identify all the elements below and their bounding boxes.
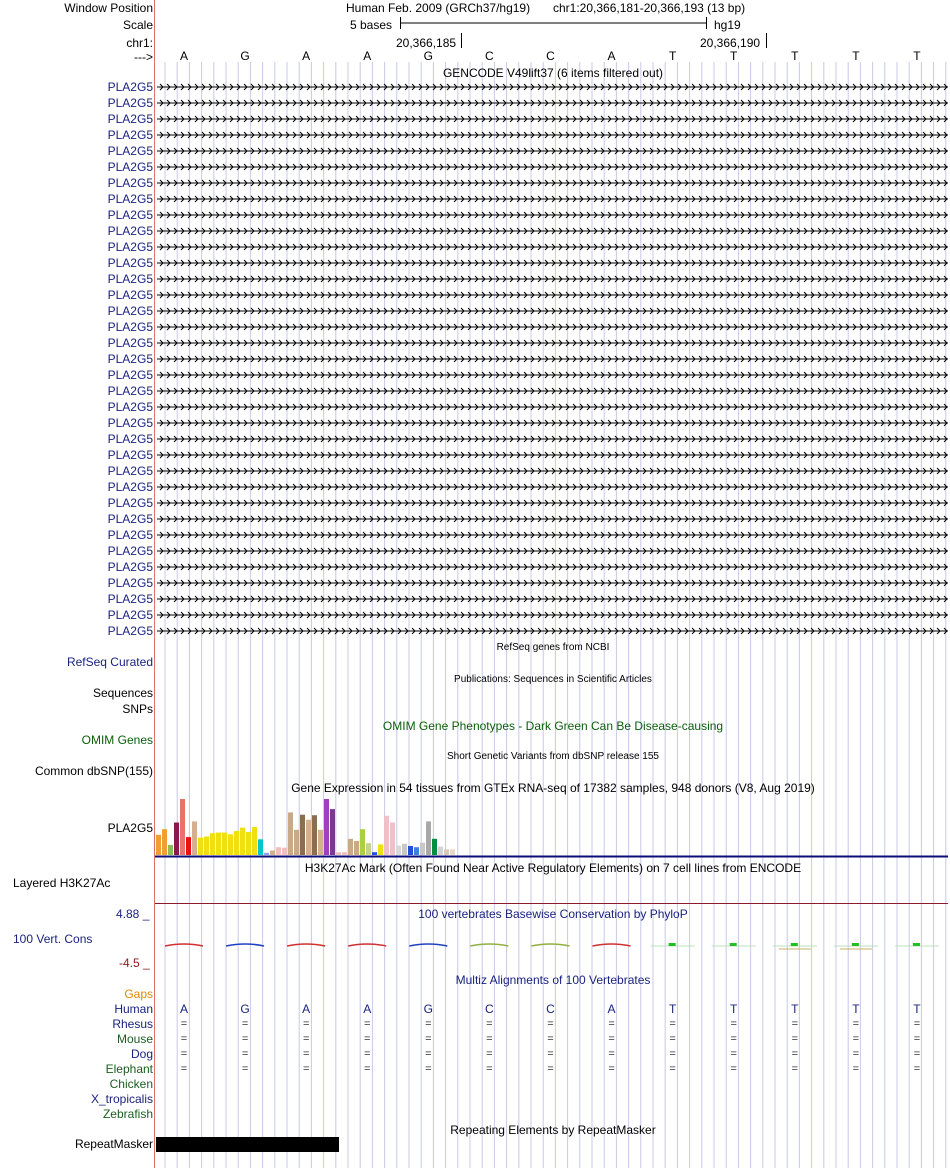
- aligned-base: =: [547, 1018, 554, 1030]
- aligned-base: =: [180, 1018, 188, 1030]
- gencode-gene-label[interactable]: PLA2G5: [107, 464, 153, 478]
- gencode-gene-label[interactable]: PLA2G5: [107, 304, 153, 318]
- gtex-tissue-bar: [372, 852, 377, 855]
- reference-base: C: [546, 49, 555, 63]
- gtex-tissue-bar: [162, 829, 167, 855]
- gencode-gene-label[interactable]: PLA2G5: [107, 176, 153, 190]
- position-text: chr1:20,366,181-20,366,193 (13 bp): [553, 1, 746, 15]
- aligned-base: =: [241, 1063, 249, 1075]
- conservation-score: [287, 944, 325, 946]
- gencode-gene-label[interactable]: PLA2G5: [107, 288, 153, 302]
- gtex-tissue-bar: [432, 839, 437, 855]
- reference-base: A: [302, 49, 311, 63]
- conservation-score: [470, 944, 508, 946]
- gtex-tissue-bar: [414, 847, 419, 855]
- gtex-tissue-bar: [180, 799, 185, 855]
- gtex-tissue-bar: [318, 830, 323, 855]
- publications-track-label-sequences[interactable]: Sequences: [92, 686, 153, 700]
- gencode-gene-label[interactable]: PLA2G5: [107, 480, 153, 494]
- aligned-base: =: [913, 1048, 921, 1060]
- gtex-tissue-bar: [300, 815, 305, 855]
- aligned-base: =: [302, 1063, 310, 1075]
- gtex-tissue-bar: [288, 812, 293, 855]
- human-base: G: [423, 1002, 433, 1016]
- gencode-gene-label[interactable]: PLA2G5: [107, 416, 153, 430]
- conservation-score: [593, 944, 631, 946]
- gtex-tissue-bar: [408, 846, 413, 855]
- conservation-track-label[interactable]: 100 Vert. Cons: [13, 932, 93, 946]
- gtex-tissue-bar: [198, 838, 203, 855]
- gencode-gene-label[interactable]: PLA2G5: [107, 320, 153, 334]
- aligned-base: =: [425, 1033, 432, 1045]
- gencode-gene-label[interactable]: PLA2G5: [107, 528, 153, 542]
- human-base: A: [302, 1002, 311, 1016]
- human-base: T: [791, 1002, 799, 1016]
- tick-label-left: 20,366,185: [396, 36, 457, 50]
- gtex-tissue-bar: [342, 852, 347, 855]
- gtex-tissue-bar: [396, 846, 401, 856]
- gencode-gene-label[interactable]: PLA2G5: [107, 144, 153, 158]
- aligned-base: =: [302, 1033, 310, 1045]
- publications-track-title: Publications: Sequences in Scientific Articles: [454, 674, 652, 685]
- aligned-base: =: [364, 1048, 371, 1060]
- gtex-tissue-bar: [366, 843, 371, 855]
- human-base: G: [240, 1002, 250, 1016]
- gencode-gene-label[interactable]: PLA2G5: [107, 624, 153, 638]
- human-base: T: [852, 1002, 860, 1016]
- aligned-base: =: [669, 1048, 676, 1060]
- human-base: C: [485, 1002, 494, 1016]
- aligned-base: =: [791, 1063, 799, 1075]
- gtex-tissue-bar: [270, 851, 275, 856]
- gtex-tissue-bar: [426, 821, 431, 855]
- gencode-gene-label[interactable]: PLA2G5: [107, 352, 153, 366]
- gencode-gene-label[interactable]: PLA2G5: [107, 192, 153, 206]
- gtex-tissue-bar: [294, 830, 299, 855]
- gencode-gene-label[interactable]: PLA2G5: [107, 432, 153, 446]
- gtex-tissue-bar: [360, 829, 365, 855]
- aligned-base: =: [730, 1063, 737, 1075]
- window-position-label: Window Position: [64, 1, 153, 15]
- aligned-base: =: [608, 1018, 615, 1030]
- aligned-base: =: [730, 1033, 737, 1045]
- assembly-title: Human Feb. 2009 (GRCh37/hg19): [346, 1, 531, 15]
- human-base: A: [179, 1002, 188, 1016]
- aligned-base: =: [547, 1033, 554, 1045]
- gtex-tissue-bar: [246, 832, 251, 855]
- conservation-min-label: -4.5 _: [119, 956, 150, 970]
- aligned-base: =: [180, 1048, 188, 1060]
- aligned-base: =: [180, 1033, 188, 1045]
- species-label-elephant[interactable]: Elephant: [105, 1062, 153, 1076]
- gencode-gene-label[interactable]: PLA2G5: [107, 80, 153, 94]
- gtex-tissue-bar: [234, 831, 239, 855]
- gencode-track-title: GENCODE V49lift37 (6 items filtered out): [442, 66, 664, 80]
- gencode-gene-label[interactable]: PLA2G5: [107, 256, 153, 270]
- gtex-tissue-bar: [390, 823, 395, 856]
- gtex-tissue-bar: [282, 848, 287, 855]
- gtex-track-title: Gene Expression in 54 tissues from GTEx RNA-seq of 17382 samples, 948 donors (V8, Aug 2019): [291, 781, 815, 795]
- gencode-gene-label[interactable]: PLA2G5: [107, 336, 153, 350]
- reference-base: A: [363, 49, 372, 63]
- chrom-label: chr1:: [126, 36, 153, 50]
- gtex-tissue-bar: [348, 839, 353, 855]
- gtex-tissue-bar: [330, 809, 335, 855]
- aligned-base: =: [486, 1033, 493, 1045]
- gencode-gene-label[interactable]: PLA2G5: [107, 592, 153, 606]
- gtex-tissue-bar: [156, 835, 161, 855]
- aligned-base: =: [486, 1063, 493, 1075]
- aligned-base: =: [730, 1048, 737, 1060]
- gaps-label: Gaps: [124, 987, 153, 1001]
- gtex-tissue-bar: [450, 849, 455, 855]
- gtex-tissue-bar: [354, 841, 359, 855]
- aligned-base: =: [486, 1048, 493, 1060]
- dbsnp-track-title: Short Genetic Variants from dbSNP release 155: [447, 751, 659, 762]
- gtex-tissue-bar: [222, 833, 227, 855]
- aligned-base: =: [425, 1048, 432, 1060]
- aligned-base: =: [791, 1048, 799, 1060]
- gtex-tissue-bar: [312, 815, 317, 855]
- reference-base: T: [913, 49, 921, 63]
- gencode-gene-label[interactable]: PLA2G5: [107, 224, 153, 238]
- species-label-human[interactable]: Human: [114, 1002, 153, 1016]
- gtex-tissue-bar: [438, 847, 443, 855]
- conservation-score: [409, 944, 447, 946]
- gencode-gene-label[interactable]: PLA2G5: [107, 368, 153, 382]
- gtex-tissue-bar: [186, 837, 191, 855]
- aligned-base: =: [852, 1018, 860, 1030]
- reference-base: G: [423, 49, 433, 63]
- aligned-base: =: [791, 1033, 799, 1045]
- aligned-base: =: [180, 1063, 188, 1075]
- reference-base: T: [852, 49, 860, 63]
- refseq-track-label[interactable]: RefSeq Curated: [66, 655, 153, 669]
- aligned-base: =: [302, 1018, 310, 1030]
- gtex-tissue-bar: [240, 828, 245, 855]
- gtex-tissue-bar: [276, 847, 281, 855]
- gencode-gene-label[interactable]: PLA2G5: [107, 240, 153, 254]
- human-base: A: [363, 1002, 372, 1016]
- gtex-tissue-bar: [378, 844, 383, 855]
- gtex-tissue-bar: [258, 839, 263, 855]
- gtex-tissue-bar: [192, 821, 197, 855]
- gtex-tissue-bar: [444, 849, 449, 855]
- aligned-base: =: [302, 1048, 310, 1060]
- aligned-base: =: [669, 1018, 676, 1030]
- scale-db: hg19: [714, 18, 741, 32]
- gencode-gene-label[interactable]: PLA2G5: [107, 96, 153, 110]
- aligned-base: =: [241, 1033, 249, 1045]
- conservation-score: [852, 943, 859, 946]
- human-base: T: [668, 1002, 677, 1016]
- gencode-gene-label[interactable]: PLA2G5: [107, 560, 153, 574]
- human-base: C: [546, 1002, 555, 1016]
- publications-track-label-snps[interactable]: SNPs: [122, 702, 153, 716]
- gtex-tissue-bar: [402, 844, 407, 855]
- gencode-gene-label[interactable]: PLA2G5: [107, 272, 153, 286]
- gencode-gene-label[interactable]: PLA2G5: [107, 576, 153, 590]
- gtex-tissue-bar: [210, 833, 215, 855]
- h3k27ac-track-title: H3K27Ac Mark (Often Found Near Active Regulatory Elements) on 7 cell lines from ENCODE: [304, 861, 802, 875]
- species-label-dog[interactable]: Dog: [130, 1047, 153, 1061]
- aligned-base: =: [913, 1018, 921, 1030]
- reference-base: C: [485, 49, 494, 63]
- species-label-chicken[interactable]: Chicken: [109, 1077, 153, 1091]
- gtex-tissue-bar: [204, 837, 209, 856]
- repeatmasker-track-label[interactable]: RepeatMasker: [74, 1137, 153, 1151]
- refseq-track-title: RefSeq genes from NCBI: [496, 642, 610, 653]
- aligned-base: =: [852, 1063, 860, 1075]
- gtex-tissue-bar: [264, 853, 269, 855]
- conservation-score: [226, 944, 264, 946]
- repeatmasker-element: [156, 1137, 339, 1152]
- gencode-gene-label[interactable]: PLA2G5: [107, 160, 153, 174]
- reference-base: T: [730, 49, 738, 63]
- conservation-score: [165, 944, 203, 946]
- gtex-tissue-bar: [420, 843, 425, 855]
- aligned-base: =: [852, 1033, 860, 1045]
- aligned-base: =: [608, 1033, 615, 1045]
- human-base: A: [607, 1002, 616, 1016]
- scale-label: Scale: [122, 18, 153, 32]
- conservation-score: [669, 943, 676, 946]
- aligned-base: =: [852, 1048, 860, 1060]
- reference-base: T: [791, 49, 799, 63]
- gtex-tissue-bar: [228, 834, 233, 855]
- gencode-gene-label[interactable]: PLA2G5: [107, 544, 153, 558]
- conservation-score: [348, 944, 386, 946]
- gtex-tissue-bar: [306, 820, 311, 855]
- human-base: T: [913, 1002, 921, 1016]
- gtex-tissue-bar: [168, 845, 173, 855]
- gtex-tissue-bar: [336, 852, 341, 855]
- aligned-base: =: [364, 1063, 371, 1075]
- omim-track-title: OMIM Gene Phenotypes - Dark Green Can Be Disease-causing: [382, 719, 724, 733]
- aligned-base: =: [241, 1018, 249, 1030]
- gencode-gene-label[interactable]: PLA2G5: [107, 512, 153, 526]
- gtex-tissue-bar: [174, 823, 179, 856]
- scale-bases: 5 bases: [350, 18, 393, 32]
- gencode-gene-label[interactable]: PLA2G5: [107, 448, 153, 462]
- aligned-base: =: [669, 1063, 676, 1075]
- aligned-base: =: [364, 1018, 371, 1030]
- gencode-gene-label[interactable]: PLA2G5: [107, 496, 153, 510]
- reference-base: A: [607, 49, 616, 63]
- omim-track-label[interactable]: OMIM Genes: [81, 733, 153, 747]
- conservation-score: [531, 944, 569, 946]
- conservation-score: [913, 943, 920, 946]
- human-base: T: [730, 1002, 738, 1016]
- gtex-tissue-bar: [252, 827, 257, 855]
- gtex-track-label[interactable]: PLA2G5: [107, 821, 153, 835]
- multiz-track-title: Multiz Alignments of 100 Vertebrates: [455, 973, 651, 987]
- conservation-score: [730, 943, 737, 946]
- dbsnp-track-label[interactable]: Common dbSNP(155): [34, 764, 153, 778]
- gencode-gene-label[interactable]: PLA2G5: [107, 400, 153, 414]
- gencode-gene-label[interactable]: PLA2G5: [107, 128, 153, 142]
- aligned-base: =: [913, 1033, 921, 1045]
- species-label-rhesus[interactable]: Rhesus: [112, 1017, 153, 1031]
- tick-label-right: 20,366,190: [700, 36, 761, 50]
- aligned-base: =: [547, 1048, 554, 1060]
- conservation-score: [791, 943, 798, 946]
- repeatmasker-track-title: Repeating Elements by RepeatMasker: [450, 1123, 656, 1137]
- conservation-track-title: 100 vertebrates Basewise Conservation by PhyloP: [418, 907, 688, 921]
- gencode-gene-label[interactable]: PLA2G5: [107, 112, 153, 126]
- aligned-base: =: [486, 1018, 493, 1030]
- aligned-base: =: [730, 1018, 737, 1030]
- species-label-mouse[interactable]: Mouse: [116, 1032, 153, 1046]
- strand-label: --->: [134, 50, 153, 64]
- species-label-x_tropicalis[interactable]: X_tropicalis: [90, 1092, 153, 1106]
- gtex-tissue-bar: [216, 833, 221, 855]
- aligned-base: =: [425, 1063, 432, 1075]
- reference-base: T: [668, 49, 677, 63]
- species-label-zebrafish[interactable]: Zebrafish: [102, 1107, 153, 1121]
- conservation-max-label: 4.88 _: [116, 907, 150, 921]
- h3k27ac-track-label[interactable]: Layered H3K27Ac: [13, 876, 111, 890]
- gencode-gene-label[interactable]: PLA2G5: [107, 608, 153, 622]
- reference-base: G: [240, 49, 250, 63]
- aligned-base: =: [608, 1063, 615, 1075]
- reference-base: A: [179, 49, 188, 63]
- aligned-base: =: [669, 1033, 676, 1045]
- gtex-tissue-bar: [384, 816, 389, 855]
- gencode-gene-label[interactable]: PLA2G5: [107, 208, 153, 222]
- gencode-gene-label[interactable]: PLA2G5: [107, 384, 153, 398]
- aligned-base: =: [608, 1048, 615, 1060]
- aligned-base: =: [913, 1063, 921, 1075]
- aligned-base: =: [364, 1033, 371, 1045]
- aligned-base: =: [425, 1018, 432, 1030]
- aligned-base: =: [241, 1048, 249, 1060]
- gtex-tissue-bar: [324, 799, 329, 855]
- aligned-base: =: [791, 1018, 799, 1030]
- aligned-base: =: [547, 1063, 554, 1075]
